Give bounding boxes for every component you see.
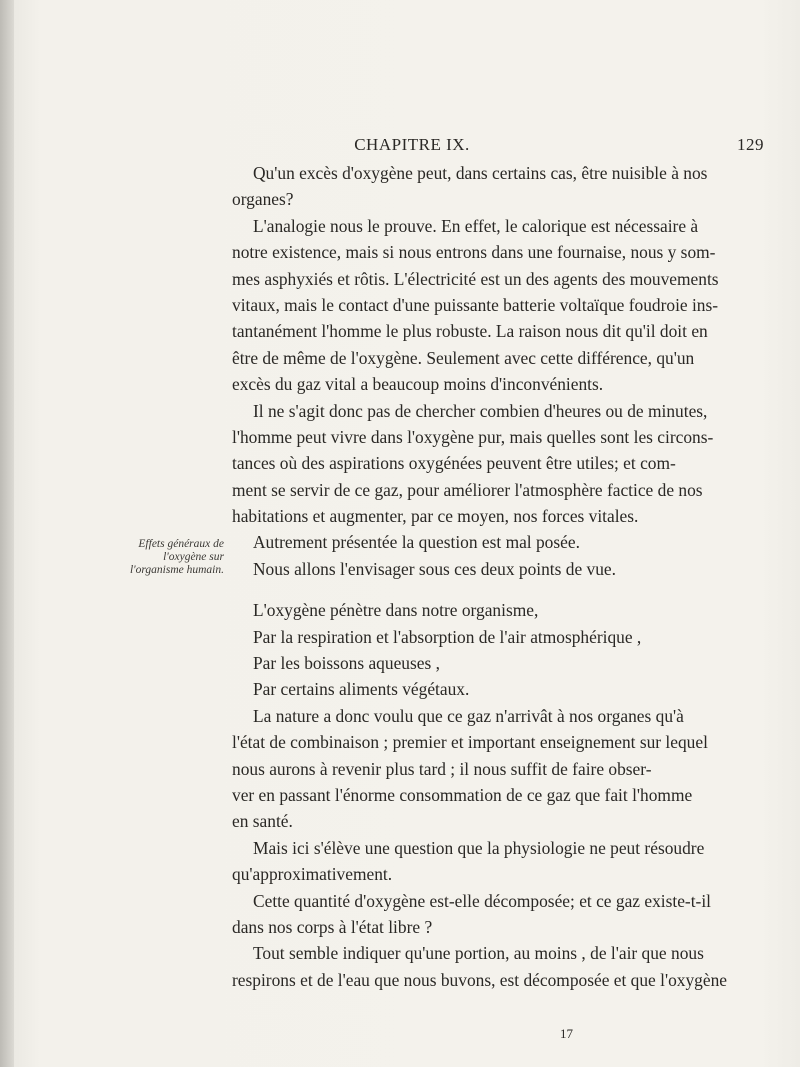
text-line: L'analogie nous le prouve. En effet, le calorique est nécessaire à [253, 215, 699, 236]
text-line: tances où des aspirations oxygénées peuvent être utiles; et com- [232, 453, 676, 474]
text-line: Tout semble indiquer qu'une portion, au moins , de l'air que nous [253, 943, 704, 964]
text-line: Par certains aliments végétaux. [253, 679, 470, 700]
text-line: Par les boissons aqueuses , [253, 653, 440, 674]
text-line: Autrement présentée la question est mal posée. [253, 532, 580, 553]
text-line: organes? [232, 189, 294, 210]
text-line: mes asphyxiés et rôtis. L'électricité est un des agents des mouvements [232, 268, 719, 289]
text-line: habitations et augmenter, par ce moyen, nos forces vitales. [232, 506, 639, 527]
margin-note [44, 538, 224, 577]
text-line: vitaux, mais le contact d'une puissante batterie voltaïque foudroie ins- [232, 294, 719, 315]
signature-mark: 17 [560, 1026, 573, 1041]
margin-note-line: l'oxygène sur [163, 551, 224, 563]
chapter-title: CHAPITRE IX. [354, 135, 470, 154]
text-line: en santé. [232, 811, 293, 832]
text-line: ver en passant l'énorme consommation de ce gaz que fait l'homme [232, 784, 693, 805]
text-line: L'oxygène pénètre dans notre organisme, [253, 600, 539, 621]
text-line: être de même de l'oxygène. Seulement avec cette différence, qu'un [232, 347, 695, 368]
margin-note-line: Effets généraux de [138, 538, 224, 550]
text-line: tantanément l'homme le plus robuste. La raison nous dit qu'il doit en [232, 321, 708, 342]
text-line: Par la respiration et l'absorption de l'air atmosphérique , [253, 626, 642, 647]
text-line: La nature a donc voulu que ce gaz n'arrivât à nos organes qu'à [253, 705, 684, 726]
text-line: Qu'un excès d'oxygène peut, dans certains cas, être nuisible à nos [253, 163, 708, 183]
text-line: qu'approximativement. [232, 864, 393, 885]
page-number: 129 [737, 135, 764, 154]
text-line: l'homme peut vivre dans l'oxygène pur, mais quelles sont les circons- [232, 426, 714, 447]
running-head [232, 135, 764, 155]
text-line: ment se servir de ce gaz, pour améliorer l'atmosphère factice de nos [232, 479, 703, 500]
text-line: l'état de combinaison ; premier et important enseignement sur lequel [232, 732, 708, 753]
text-line: nous aurons à revenir plus tard ; il nous suffit de faire obser- [232, 758, 652, 779]
body-text [232, 160, 764, 993]
text-line: Il ne s'agit donc pas de chercher combien d'heures ou de minutes, [253, 400, 708, 421]
text-line: dans nos corps à l'état libre ? [232, 916, 433, 937]
section-gap [232, 582, 764, 597]
text-line: notre existence, mais si nous entrons dans une fournaise, nous y som- [232, 242, 716, 263]
text-line: respirons et de l'eau que nous buvons, est décomposée et que l'oxygène [232, 969, 728, 990]
margin-note-line: l'organisme humain. [129, 564, 224, 576]
text-line: excès du gaz vital a beaucoup moins d'inconvénients. [232, 374, 604, 395]
page-binding-edge [0, 0, 14, 1067]
text-line: Cette quantité d'oxygène est-elle décomposée; et ce gaz existe-t-il [253, 890, 711, 911]
text-line: Nous allons l'envisager sous ces deux points de vue. [253, 558, 616, 579]
text-line: Mais ici s'élève une question que la physiologie ne peut résoudre [253, 837, 705, 858]
